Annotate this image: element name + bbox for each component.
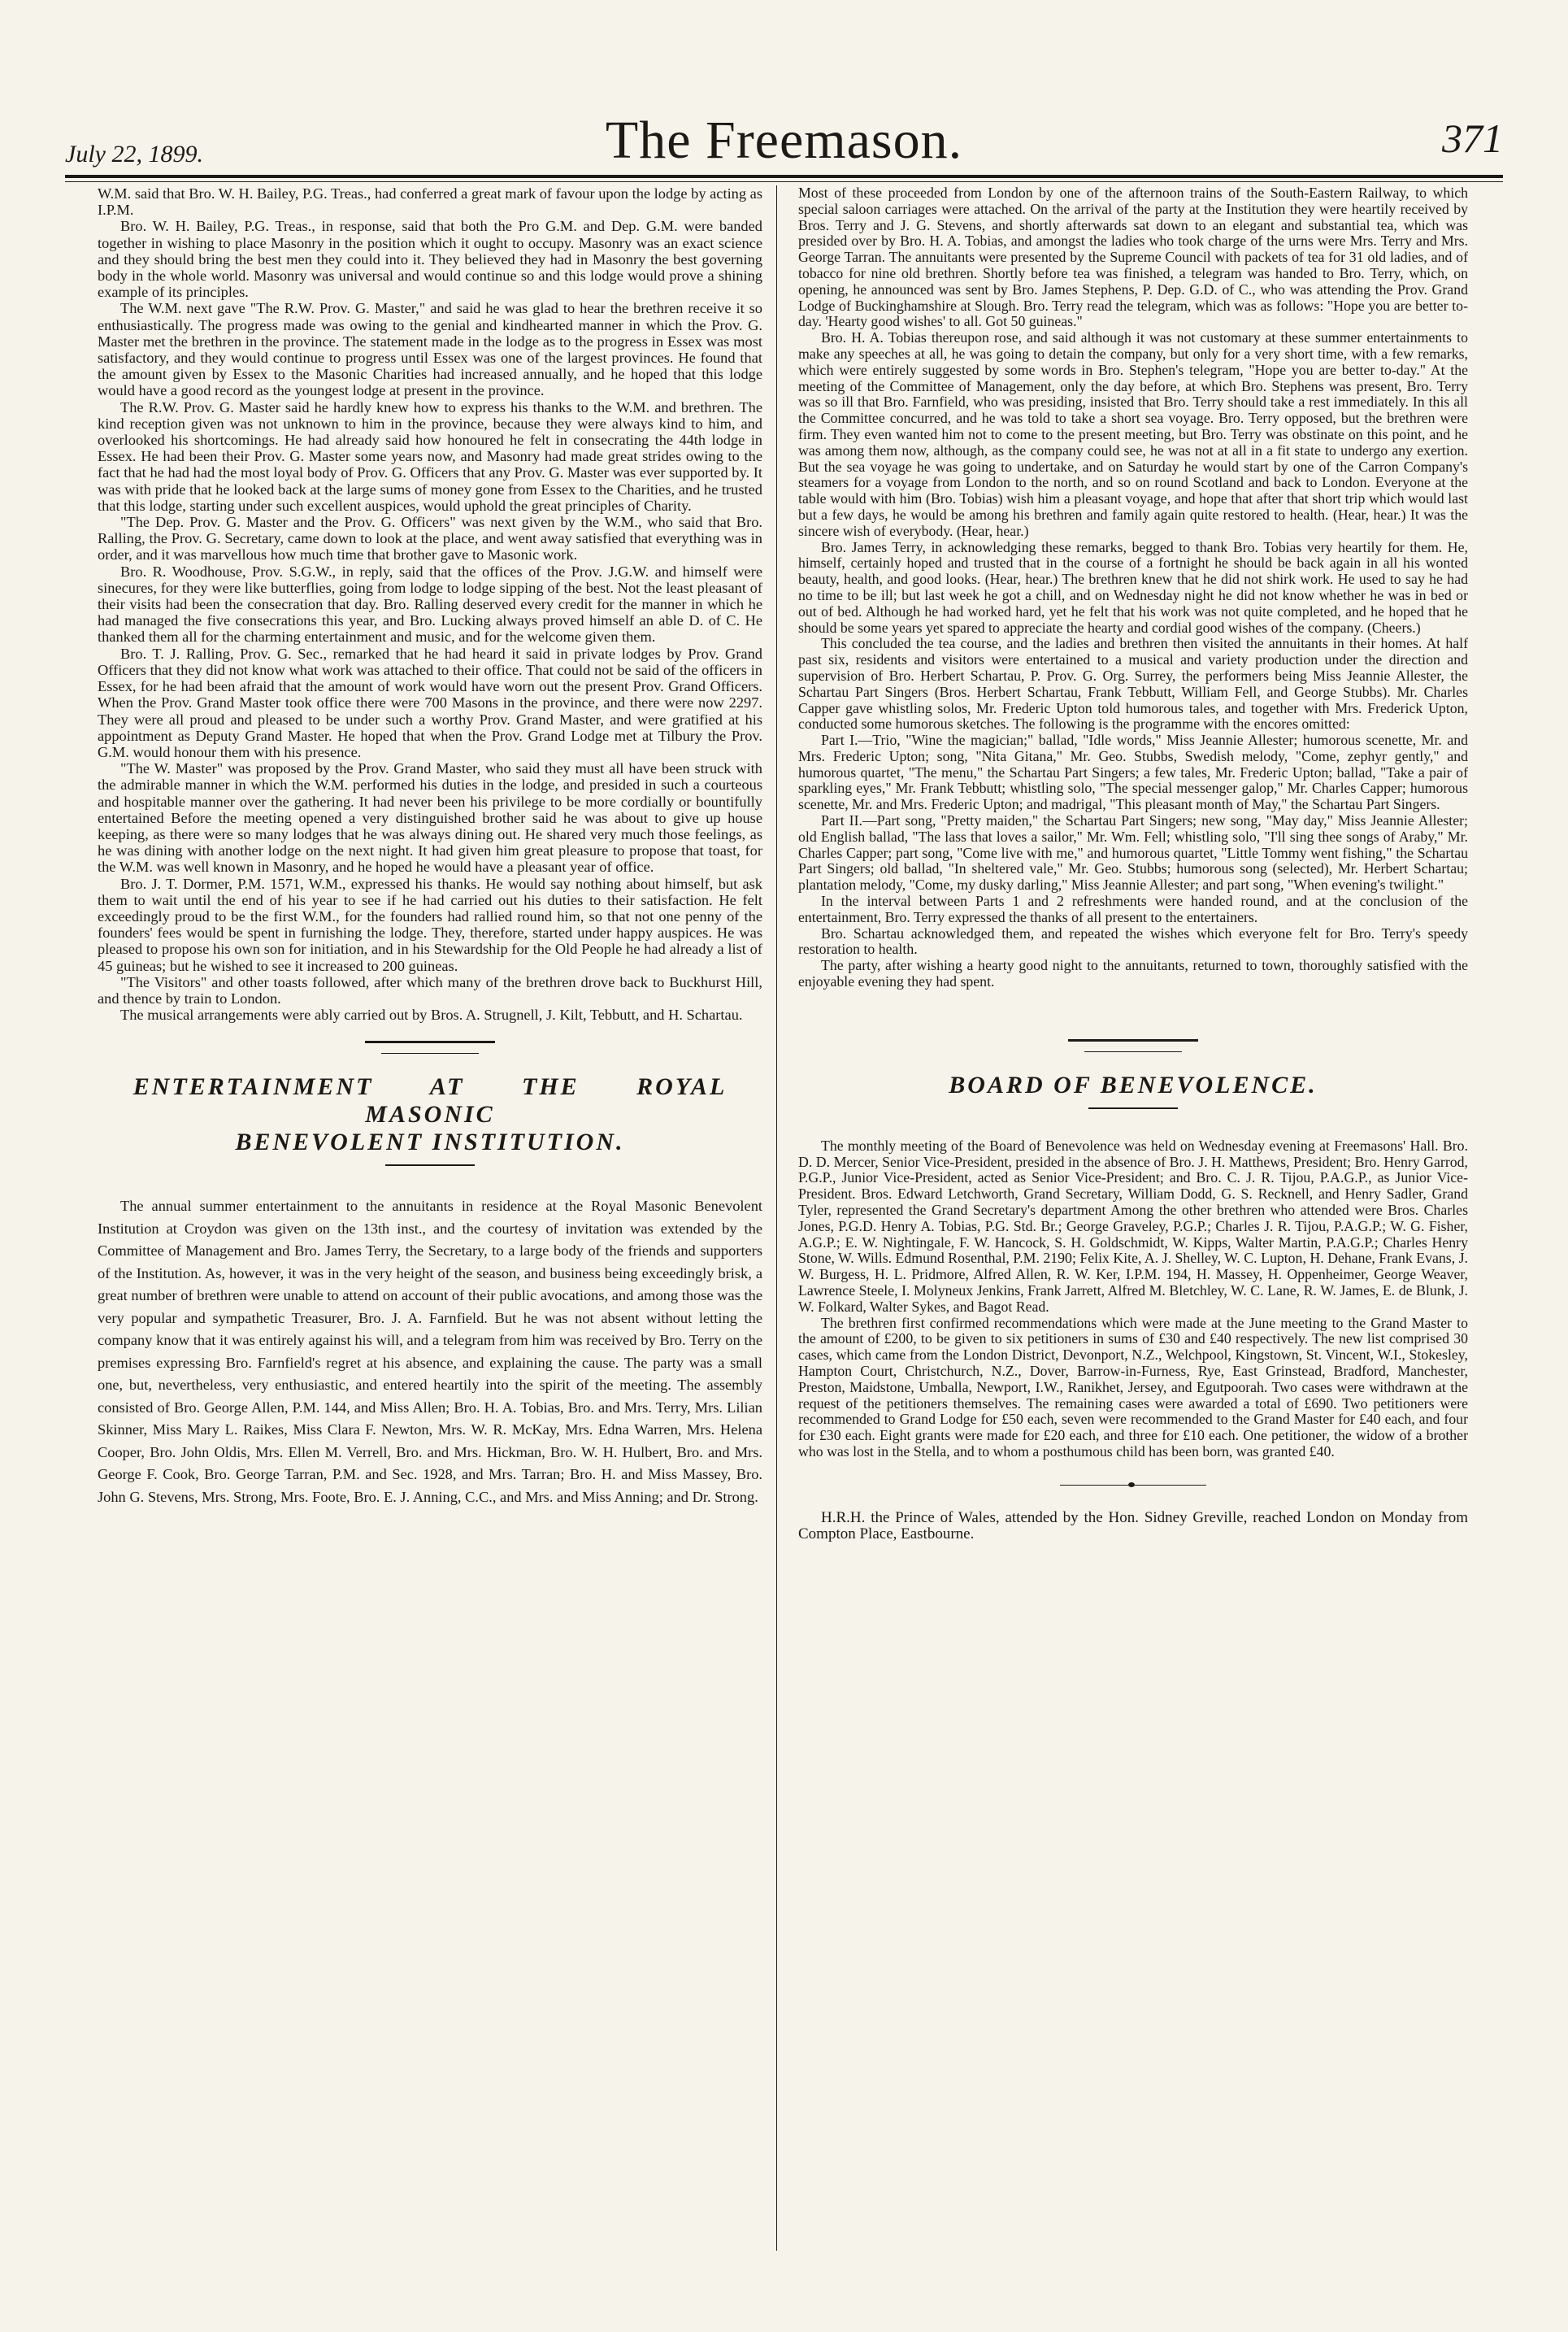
issue-date: July 22, 1899. (65, 141, 203, 168)
heading-underline (385, 1164, 475, 1166)
paragraph: This concluded the tea course, and the ladies and brethren then visited the annuitants in their homes. At half past six, residents and visitors were entertained to a musical and variety production under the direction and supervision of Bro. Herbert Schartau, P. Prov. G. Org. Surrey, the performers being Miss Jeannie Allester, the Schartau Part Singers (Bros. Herbert Schartau, Frank Tebbutt, William Fell, and George Stubbs). Mr. Charles Capper gave whistling solos, Mr. Frederic Upton told humorous tales, and together with Mrs. Frederick Upton, conducted some humorous sketches. The following is the programme with the encores omitted: (798, 635, 1468, 733)
paragraph: Bro. Schartau acknowledged them, and repeated the wishes which everyone felt for Bro. Terry's speedy restoration to health. (798, 925, 1468, 958)
column-divider (776, 185, 777, 2251)
heading-underline (1088, 1107, 1178, 1109)
paragraph: The R.W. Prov. G. Master said he hardly knew how to express his thanks to the W.M. and brethren. The kind reception given was not unknown to him in the province, because they were always kind to him, and overlooked his shortcomings. He had already said how honoured he felt in consecrating the 44th lodge in Essex. He had been their Prov. G. Master some years now, and Masonry had made great strides owing to the fact that he had had the most loyal body of Prov. G. Officers that any Prov. G. Master was ever supported by. It was with pride that he looked back at the large sums of money gone from Essex to the Charities, and he trusted that this lodge, starting under such excellent auspices, would uphold the great principles of Charity. (98, 398, 762, 514)
paragraph: The brethren first confirmed recommendations which were made at the June meeting to the Grand Master to the amount of £200, to be given to six petitioners in sums of £30 and £40 respectively. The new list comprised 30 cases, which came from the London District, Devonport, N.Z., Welchpool, Kingstown, St. Vincent, W.I., Stokesley, Hampton Court, Christchurch, N.Z., Dover, Barrow-in-Furness, Rye, East Grinstead, Bradford, Manchester, Preston, Maidstone, Umballa, Newport, I.W., Ranikhet, Jersey, and Egutpoorah. Two cases were withdrawn at the request of the petitioners themselves. The remaining cases were awarded a total of £690. Two petitioners were recommended to Grand Lodge for £50 each, seven were recommended to the Grand Master for £40 each, and four for £30 each. Eight grants were made for £20 each, and three for £10 each. One petitioner, the widow of a brother who was lost in the Stella, and to whom a posthumous child has been born, was granted £40. (798, 1314, 1468, 1460)
paragraph: "The Dep. Prov. G. Master and the Prov. G. Officers" was next given by the W.M., who said that Bro. Ralling, the Prov. G. Secretary, came down to look at the place, and went away satisfied that everything was in order, and it was marvellous how much time that brother gave to Masonic work. (98, 514, 762, 563)
news-brief: H.R.H. the Prince of Wales, attended by the Hon. Sidney Greville, reached London on Monday from Compton Place, Eastbourne. (798, 1508, 1468, 1542)
paragraph: Bro. H. A. Tobias thereupon rose, and said although it was not customary at these summer entertainments to make any speeches at all, he was going to detain the company, but only for a very short time, with a few remarks, which were entirely suggested by some words in Bro. Stephen's telegram, "Hope you are better to-day." At the meeting of the Committee of Management, only the day before, at which Bro. Stephens was present, Bro. Terry was so ill that Bro. Farnfield, who was presiding, insisted that Bro. Terry should take a rest immediately. In this all the Committee concurred, and he was told to take a short sea voyage. Bro. Terry opposed, but the brethren were firm. They even wanted him not to come to the present meeting, but Bro. Terry was obstinate on this point, and he was among them now, although, as the company could see, he was not at all in a fit state to undergo any exertion. But the sea voyage he was going to undertake, and on Saturday he would start by one of the Carron Company's steamers for a voyage from London to the north, and so on round Scotland and back to London. Everyone at the table would with him (Bro. Tobias) wish him a pleasant voyage, and hope that after that short trip which would last but a few days, he would be among his brethren and family again quite restored to health. (Hear, hear.) It was the sincere wish of everybody. (Hear, hear.) (798, 329, 1468, 539)
paragraph: W.M. said that Bro. W. H. Bailey, P.G. Treas., had conferred a great mark of favour upon the lodge by acting as I.P.M. (98, 185, 762, 219)
section-heading-line-1: ENTERTAINMENT AT THE ROYAL MASONIC (132, 1073, 728, 1129)
paragraph: The W.M. next gave "The R.W. Prov. G. Master," and said he was glad to hear the brethren receive it so enthusiastically. The progress made was owing to the genial and kindhearted manner in which the Prov. G. Master met the brethren in the province. The statement made in the lodge as to the progress in Essex was most satisfactory, and they would continue to progress until Essex was one of the largest provinces. He found that the amount given by Essex to the Masonic Charities had increased annually, and he hoped that this lodge would have a good record as the youngest lodge at present in the province. (98, 300, 762, 399)
paragraph: Bro. R. Woodhouse, Prov. S.G.W., in reply, said that the offices of the Prov. J.G.W. and himself were sinecures, for they were like butterflies, going from lodge to lodge sipping of the best. Not the least pleasant of their visits had been the consecration that day. Bro. Ralling deserved every credit for the manner in which he had managed the five consecrations this year, and Bro. Lucking always proved himself an able D. of C. He thanked them all for the charming entertainment and music, and for the welcome given them. (98, 563, 762, 646)
page-header (49, 110, 1519, 170)
paragraph: Bro. T. J. Ralling, Prov. G. Sec., remarked that he had heard it said in private lodges by Prov. Grand Officers that they did not know what work was attached to their office. That could not be said of the officers in Essex, for he had been afraid that the amount of work would have worn out the present Prov. Grand Officers. When the Prov. Grand Master took office there were 700 Masons in the province, and there were now 2297. They were all proud and pleased to be under such a worthy Prov. Grand Master, and were gratified at his appointment as Deputy Grand Master. He hoped that when the Prov. Grand Lodge met at Tilbury the Prov. G.M. would honour them with his presence. (98, 645, 762, 760)
header-rule-thin (65, 181, 1503, 182)
paragraph: The monthly meeting of the Board of Benevolence was held on Wednesday evening at Freemasons' Hall. Bro. D. D. Mercer, Senior Vice-President, presided in the absence of Bro. J. H. Matthews, President; Bro. Henry Garrod, P.G.P., Junior Vice-President, acted as Senior Vice-President; and Bro. C. J. R. Tijou, P.A.G.P., as Junior Vice-President. Bros. Edward Letchworth, Grand Secretary, William Dodd, G. S. Recknell, and Henry Sadler, Grand Tyler, represented the Grand Secretary's department Among the other brethren who attended were Bros. Charles Jones, P.G.D. Henry A. Tobias, P.G. Std. Br.; George Graveley, P.G.P.; Charles J. R. Tijou, P.A.G.P.; W. G. Fisher, A.G.P.; E. W. Nightingale, F. W. Hancock, S. H. Goldschmidt, W. Kipps, Walter Martin, P.A.G.P.; Charles Henry Stone, W. Wills. Edmund Rosenthal, P.M. 2190; Felix Kite, A. J. Shelley, W. C. Lupton, H. Dehane, Frank Evans, J. W. Burgess, H. L. Pridmore, Alfred Allen, R. W. Ker, I.P.M. 194, H. Massey, H. Oppenheimer, George Weaver, Lawrence Steele, I. Molyneux Jenkins, Frank Jarrett, Alfred M. Bletchley, W. C. Lane, R. W. James, E. de Blunk, J. W. Folkard, Walter Sykes, and Bagot Read. (798, 1137, 1468, 1315)
section-divider (1068, 1039, 1198, 1042)
paragraph: The musical arrangements were ably carried out by Bros. A. Strugnell, J. Kilt, Tebbutt, and H. Schartau. (120, 1007, 743, 1024)
paragraph: "The W. Master" was proposed by the Prov. Grand Master, who said they must all have been struck with the admirable manner in which the W.M. performed his duties in the lodge, and presided in such a courteous and hospitable manner over the gathering. It had never been his privilege to be more cordially or bountifully entertained Before the meeting opened a very distinguished brother said he was about to give up house keeping, as there were so many lodges that he was always dining out. He shared very much those feelings, as he was dining with another lodge on the next night. It had given him great pleasure to propose that toast, for the W.M. was well known in Masonry, and he hoped he would have a pleasant year of office. (98, 760, 762, 876)
page-number: 371 (1442, 115, 1503, 161)
paragraph: Bro. W. H. Bailey, P.G. Treas., in response, said that both the Pro G.M. and Dep. G.M. were banded together in wishing to place Masonry in the position which it ought to occupy. Masonry was an exact science and they should bring the best men they could into it. They believed they had in Masonry the best governing body in the whole world. Masonry was universal and would continue so and this lodge would prove a shining example of its principles. (98, 218, 762, 301)
section-divider-thin (1084, 1051, 1182, 1052)
right-column (798, 185, 1468, 2299)
paragraph: The annual summer entertainment to the annuitants in residence at the Royal Masonic Benevolent Institution at Croydon was given on the 13th inst., and the courtesy of invitation was extended by the Committee of Management and Bro. James Terry, the Secretary, to a large body of the friends and supporters of the Institution. As, however, it was in the very height of the season, and business being exceedingly brisk, a great number of brethren were unable to attend on account of their public avocations, and among those was the very popular and sympathetic Treasurer, Bro. J. A. Farnfield. But he was not absent without letting the company know that it was entirely against his will, and a telegram from him was received by Bro. Terry on the premises expressing Bro. Farnfield's regret at his absence, and explaining the cause. The party was a small one, but, nevertheless, very enthusiastic, and entered heartily into the spirit of the meeting. The assembly consisted of Bro. George Allen, P.M. 144, and Miss Allen; Bro. H. A. Tobias, Bro. and Mrs. Terry, Mrs. Lilian Skinner, Miss Mary L. Raikes, Miss Clara F. Newton, Mrs. W. R. McKay, Mrs. Edna Warren, Mrs. Helena Cooper, Bro. John Oldis, Mrs. Ellen M. Verrell, Bro. and Mrs. Hickman, Bro. W. H. Hulbert, Bro. and Mrs. George F. Cook, Bro. George Tarran, P.M. and Sec. 1928, and Mrs. Tarran; Bro. H. and Miss Massey, Bro. John G. Stevens, Mrs. Strong, Mrs. Foote, Bro. E. J. Anning, C.C., and Mrs. and Miss Anning; and Dr. Strong. (98, 1198, 762, 1505)
section-heading: BOARD OF BENEVOLENCE. (949, 1071, 1318, 1099)
paragraph: Part II.—Part song, "Pretty maiden," the Schartau Part Singers; new song, "May day," Miss Jeannie Allester; old English ballad, "The lass that loves a sailor," Mr. Wm. Fell; whistling solo, "I'll sing thee songs of Araby," Mr. Charles Capper; part song, "Come live with me," and humorous quartet, "Little Tommy went fishing," the Schartau Part Singers; old ballad, "In sheltered vale," Mr. Geo. Stubbs; humorous song (selected), Mr. Herbert Schartau; plantation melody, "Come, my dusky darling," Miss Jeannie Allester; and part song, "When evening's twilight." (798, 812, 1468, 894)
paragraph: Part I.—Trio, "Wine the magician;" ballad, "Idle words," Miss Jeannie Allester; humorous scenette, Mr. and Mrs. Frederic Upton; song, "Nita Gitana," Mr. Geo. Stubbs, Swedish melody, "Come, zephyr gently," and humorous quartet, "The menu," the Schartau Part Singers; a few tales, Mr. Frederic Upton; ballad, "Take a pair of sparkling eyes," Mr. Frank Tebbutt; whistling solo, "The special messenger galop," Mr. Charles Capper; humorous scenette, Mr. and Mrs. Frederic Upton; and madrigal, "This pleasant month of May," the Schartau Part Singers. (798, 732, 1468, 813)
paragraph: Most of these proceeded from London by one of the afternoon trains of the South-Eastern Railway, to which special saloon carriages were attached. On the arrival of the party at the Institution they were heartily received by Bros. Terry and J. G. Stevens, and shortly afterwards sat down to an elegant and substantial tea, which was presided over by Bro. H. A. Tobias, and amongst the ladies who took charge of the urns were Mrs. Terry and Mrs. George Tarran. The annuitants were presented by the Supreme Council with packets of tea for 31 old ladies, and of tobacco for nine old brethren. Shortly before tea was finished, a telegram was handed to Bro. Terry, which, on opening, he announced was sent by Bro. James Stephens, P. Dep. G.D. of C., who was attending the Prov. Grand Lodge of Buckinghamshire at Slough. Bro. Terry read the telegram, which was as follows: "Hope you are better to-day. 'Hearty good wishes' to all. Got 50 guineas." (798, 185, 1468, 330)
paragraph: "The Visitors" and other toasts followed, after which many of the brethren drove back to Buckhurst Hill, and thence by train to London. (98, 973, 762, 1007)
paragraph: In the interval between Parts 1 and 2 refreshments were handed round, and at the conclusion of the entertainment, Bro. Terry expressed the thanks of all present to the entertainers. (798, 893, 1468, 925)
section-divider-thin (381, 1053, 479, 1054)
paragraph: The party, after wishing a hearty good night to the annuitants, returned to town, thoroughly satisfied with the enjoyable evening they had spent. (798, 957, 1468, 990)
end-ornament (1060, 1485, 1206, 1486)
section-heading (98, 1073, 762, 1156)
section-heading-line-2: BENEVOLENT INSTITUTION. (235, 1129, 625, 1156)
header-rule (65, 175, 1503, 178)
section-divider (365, 1041, 495, 1043)
masthead-title: The Freemason. (605, 111, 963, 170)
left-column (98, 185, 762, 2299)
paragraph: Bro. J. T. Dormer, P.M. 1571, W.M., expressed his thanks. He would say nothing about himself, but ask them to wait until the end of his year to see if he had carried out his duties to their satisfaction. He felt exceedingly proud to be the first W.M., for the founders had rallied round him, so that not one penny of the founders' fees would be spent in furnishing the lodge. They, therefore, started under happy auspices. He was pleased to propose his own son for initiation, and in his Stewardship for the Old People he had already a list of 45 guineas; but he wished to see it increased to 200 guineas. (98, 875, 762, 974)
paragraph: Bro. James Terry, in acknowledging these remarks, begged to thank Bro. Tobias very heartily for them. He, himself, certainly hoped and trusted that in the course of a fortnight he should be back again in all his wonted beauty, health, and good looks. (Hear, hear.) The brethren knew that he did not shirk work. He used to say he had no time to be ill; but last week he got a chill, and on Wednesday night he did not know whether he was in bed or out of bed. Although he had worked hard, yet he felt that his work was not quite completed, and he hoped that he should be some years yet spared to appreciate the hearty and cordial good wishes of the company. (Cheers.) (798, 538, 1468, 636)
